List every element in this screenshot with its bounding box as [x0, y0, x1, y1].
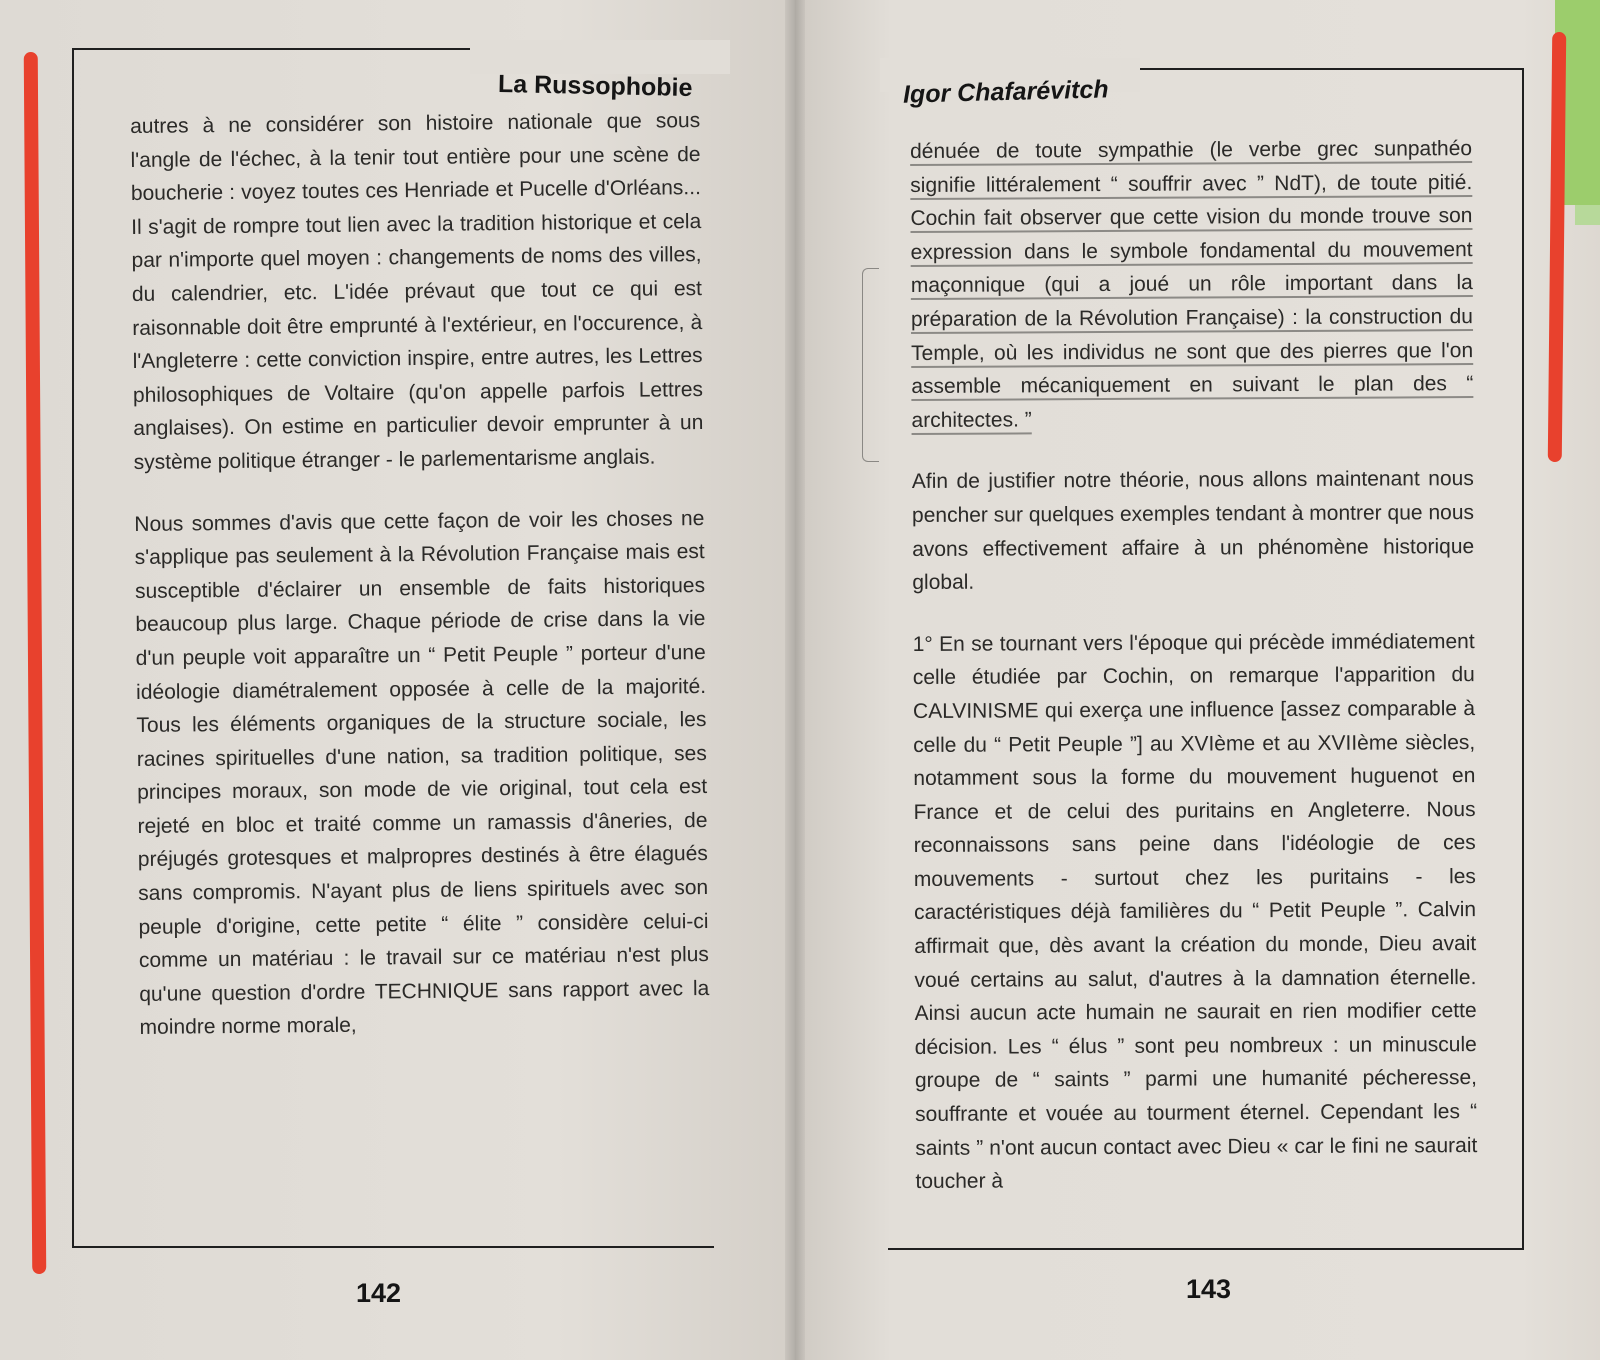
green-sticky-note-edge [1575, 205, 1600, 225]
book-gutter [785, 0, 805, 1360]
left-page-text [130, 104, 710, 1073]
right-page-text [910, 132, 1478, 1227]
right-paragraph-2: Afin de justifier notre théorie, nous allons maintenant nous pencher sur quelques exemples tendant à montrer que nous avons effectivement affaire à un phénomène historique global. [911, 467, 1475, 595]
right-running-head: Igor Chafarévitch [902, 75, 1109, 109]
right-page-number: 143 [1186, 1274, 1232, 1304]
right-paragraph-1: dénuée de toute sympathie (le verbe grec sunpathéo signifie littéralement “ souffrir avec ” NdT), de toute pitié. Cochin fait observer que cette vision du monde trouve son expression dans le symbole fondamental du mouvement maçonnique (qui a joué un rôle important dans la préparation de la Révolution Française) : la construction du Temple, où les individus ne sont que des pierres que l'on assemble mécaniquement en suivant le plan des “ architectes. ” [910, 137, 1474, 432]
right-paragraph-3: 1° En se tournant vers l'époque qui précède immédiatement celle étudiée par Cochin, on remarque l'apparition du CALVINISME qui exerça une influence [assez comparable à celle du “ Petit Peuple ”] au XVIème et au XVIIème siècles, notamment sous la forme du mouvement huguenot en France et de celui des puritains en Angleterre. Nous reconnaissons sans peine dans l'idéologie de ces mouvements - surtout chez les puritains - les caractéristiques déjà familières du “ Petit Peuple ”. Calvin affirmait que, dès avant la création du monde, Dieu avait voué certains au salut, d'autres à la damnation éternelle. Ainsi aucun acte humain ne saurait en rien modifier cette décision. Les “ élus ” sont peu nombreux : un minuscule groupe de “ saints ” parmi une humanité pécheresse, souffrante et vouée au tourment éternel. Cependant les “ saints ” n'ont aucun contact avec Dieu « car le fini ne saurait toucher à [912, 629, 1478, 1194]
left-head-mask [470, 40, 730, 74]
left-paragraph-2: Nous sommes d'avis que cette façon de voir les choses ne s'applique pas seulement à la Révolution Française mais est susceptible d'éclairer un ensemble de faits historiques beaucoup plus large. Chaque période de crise dans la vie d'un peuple voit apparaître un “ Petit Peuple ” porteur d'une idéologie diamétralement opposée à celle de la majorité. Tous les éléments organiques de la structure sociale, les racines spirituelles d'une nation, sa tradition politique, ses principes moraux, son mode de vie original, tout cela est rejeté en bloc et traité comme un ramassis d'âneries, de préjugés grotesques et malpropres destinés à être élagués sans compromis. N'ayant plus de liens spirituels avec son peuple d'origine, cette petite “ élite ” considère celui-ci comme un matériau : le travail sur ce matériau n'est plus qu'une question d'ordre TECHNIQUE sans rapport avec la moindre norme morale, [134, 506, 710, 1040]
left-page-number: 142 [356, 1278, 402, 1308]
left-paragraph-1: autres à ne considérer son histoire nationale que sous l'angle de l'échec, à la tenir tout entière pour une scène de boucherie : voyez toutes ces Henriade et Pucelle d'Orléans... Il s'agit de rompre tout lien avec la tradition historique et cela par n'importe quel moyen : changements de noms des villes, du calendrier, etc. L'idée prévaut que tout ce qui est raisonnable doit être emprunté à l'extérieur, en l'occurence, à l'Angleterre : cette conviction inspire, entre autres, les Lettres philosophiques de Voltaire (qu'on appelle parfois Lettres anglaises). On estime en particulier devoir emprunter à un système politique étranger - le parlementarisme anglais. [130, 109, 704, 474]
left-running-head: La Russophobie [497, 69, 693, 103]
pencil-bracket-annotation [862, 268, 879, 462]
